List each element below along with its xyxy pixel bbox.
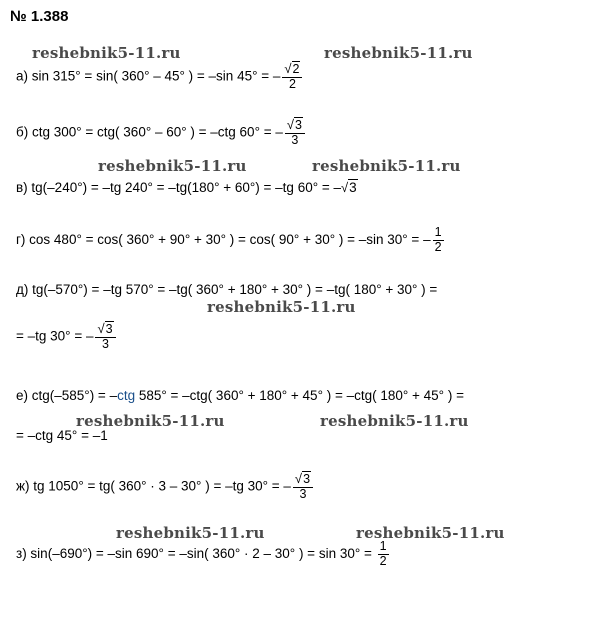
equation-e-line2: = –ctg 45° = –1: [16, 428, 108, 443]
equation-v: в) tg(–240°) = –tg 240° = –tg(180° + 60°) = –tg 60° = –√3: [16, 180, 357, 195]
watermark: reshebnik5-11.ru: [98, 157, 247, 175]
equation-g: г) cos 480° = cos( 360° + 90° + 30° ) = cos( 90° + 30° ) = –sin 30° = – $\frac{1}{2}$: [16, 225, 442, 254]
fraction: $\frac{√3}{3}$: [293, 472, 313, 502]
equation-d-line2: = –tg 30° = – $\frac{√3}{3}$: [16, 322, 118, 352]
equation-d-line1: д) tg(–570°) = –tg 570° = –tg( 360° + 180° + 30° ) = –tg( 180° + 30° ) =: [16, 282, 438, 297]
square-root: √3: [341, 180, 357, 195]
fraction: $\frac{1}{2}$: [379, 539, 387, 568]
watermark: reshebnik5-11.ru: [324, 44, 473, 62]
fraction: $\frac{√3}{3}$: [285, 118, 305, 148]
watermark: reshebnik5-11.ru: [116, 524, 265, 542]
equation-z: з) sin(–690°) = –sin 690° = –sin( 360° · 2 – 30° ) = sin 30° = $\frac{1}{2}$: [16, 539, 387, 568]
watermark: reshebnik5-11.ru: [207, 298, 356, 316]
watermark: reshebnik5-11.ru: [76, 412, 225, 430]
watermark: reshebnik5-11.ru: [32, 44, 181, 62]
equation-a: а) sin 315° = sin( 360° – 45° ) = –sin 45° = – $\frac{√2}{2}$: [16, 62, 304, 92]
fraction: $\frac{1}{2}$: [434, 225, 442, 254]
problem-number: № 1.388: [10, 8, 69, 25]
watermark: reshebnik5-11.ru: [320, 412, 469, 430]
fraction: $\frac{√2}{2}$: [282, 62, 302, 92]
equation-e-line1: е) ctg(–585°) = –ctg 585° = –ctg( 360° + 180° + 45° ) = –ctg( 180° + 45° ) =: [16, 388, 464, 403]
equation-b: б) ctg 300° = ctg( 360° – 60° ) = –ctg 60° = – $\frac{√3}{3}$: [16, 118, 307, 148]
fraction: $\frac{√3}{3}$: [95, 322, 115, 352]
watermark: reshebnik5-11.ru: [356, 524, 505, 542]
equation-zh: ж) tg 1050° = tg( 360° · 3 – 30° ) = –tg 30° = – $\frac{√3}{3}$: [16, 472, 315, 502]
watermark: reshebnik5-11.ru: [312, 157, 461, 175]
